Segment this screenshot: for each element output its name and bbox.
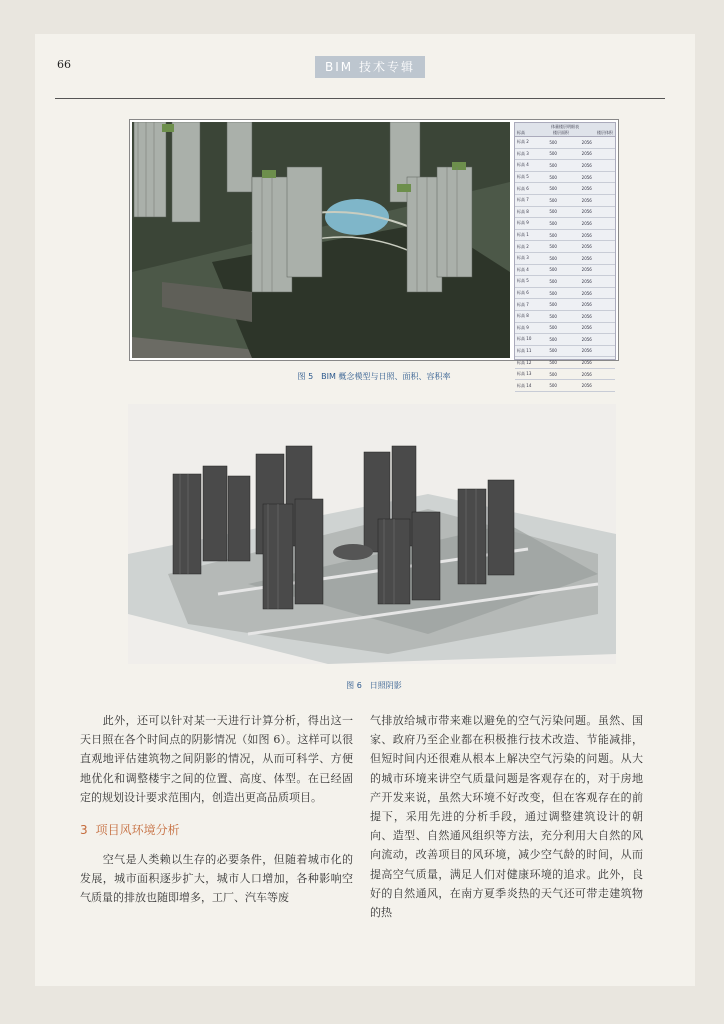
floor-schedule-cell: 2056 xyxy=(581,186,592,192)
paragraph-text: 此外，还可以针对某一天进行计算分析，得出这一天日照在各个时间点的阴影情况（如图 6）。这样可以很直观地评估建筑物之间阴影的情况，从而可科学、方便地优化和调整楼宇之间的位置、高度、体型。在已经固定的规划设计要求范围内，创造出更高品质项目。 xyxy=(80,714,353,804)
floor-schedule-cell: 2056 xyxy=(581,371,592,377)
floor-schedule-cell: 2056 xyxy=(581,232,592,238)
floor-schedule-cell: 2056 xyxy=(581,348,592,354)
floor-schedule-cell: 标高 2 xyxy=(517,139,529,145)
floor-schedule-cell: 标高 14 xyxy=(517,382,532,388)
floor-schedule-cell: 500 xyxy=(549,174,557,180)
floor-schedule-row xyxy=(515,276,615,288)
floor-schedule-cell: 标高 8 xyxy=(517,208,529,214)
floor-schedule-cell: 500 xyxy=(549,360,557,366)
floor-schedule-row xyxy=(515,299,615,311)
floor-schedule-cell: 标高 13 xyxy=(517,371,532,377)
paragraph-text: 空气是人类赖以生存的必要条件，但随着城市化的发展，城市面积逐步扩大，城市人口增加，各种影响空气质量的排放也随即增多，工厂、汽车等废 xyxy=(80,853,353,905)
floor-schedule-cell: 500 xyxy=(549,278,557,284)
floor-schedule-cell: 标高 2 xyxy=(517,243,529,249)
floor-schedule-cell: 2056 xyxy=(581,383,592,389)
floor-schedule-cell: 标高 7 xyxy=(517,301,529,307)
header-banner: BIM 技术专辑 xyxy=(315,56,425,78)
floor-schedule-title: 体量楼层明细表 xyxy=(551,124,579,129)
floor-schedule-row xyxy=(515,253,615,265)
floor-schedule-cell: 500 xyxy=(549,325,557,331)
floor-schedule-cell: 2056 xyxy=(581,209,592,215)
floor-schedule-cell: 标高 7 xyxy=(517,197,529,203)
floor-schedule-row xyxy=(515,195,615,207)
floor-schedule-cell: 2056 xyxy=(581,313,592,319)
floor-schedule-cell: 标高 3 xyxy=(517,255,529,261)
floor-schedule-cell: 2056 xyxy=(581,267,592,273)
floor-schedule-row xyxy=(515,230,615,242)
floor-schedule-cell: 2056 xyxy=(581,174,592,180)
floor-schedule-cell: 2056 xyxy=(581,302,592,308)
right-paragraph-1 xyxy=(370,711,643,922)
section-heading xyxy=(80,821,188,838)
floor-schedule-cell: 2056 xyxy=(581,360,592,366)
floor-schedule-row xyxy=(515,183,615,195)
left-paragraph-1 xyxy=(80,711,353,807)
figure-5-caption: 图 5 BIM 概念模型与日照、面积、容积率 xyxy=(297,372,451,381)
floor-schedule-cell: 500 xyxy=(549,186,557,192)
floor-schedule-row xyxy=(515,334,615,346)
floor-schedule-cell: 500 xyxy=(549,336,557,342)
column-header: 标高 xyxy=(517,130,525,135)
section-number: 3 xyxy=(80,823,88,837)
floor-schedule-cell: 2056 xyxy=(581,151,592,157)
floor-schedule-cell: 标高 5 xyxy=(517,278,529,284)
floor-schedule-row xyxy=(515,207,615,219)
page-number: 66 xyxy=(57,58,71,71)
floor-schedule-row xyxy=(515,160,615,172)
floor-schedule-cell: 标高 9 xyxy=(517,220,529,226)
floor-schedule-cell: 500 xyxy=(549,371,557,377)
floor-schedule-cell: 500 xyxy=(549,255,557,261)
floor-schedule-cell: 2056 xyxy=(581,278,592,284)
floor-schedule-cell: 2056 xyxy=(581,139,592,145)
floor-schedule-cell: 500 xyxy=(549,151,557,157)
floor-schedule-row xyxy=(515,265,615,277)
floor-schedule-cell: 标高 1 xyxy=(517,232,529,238)
floor-schedule-rows xyxy=(515,137,615,392)
floor-schedule-row xyxy=(515,380,615,392)
floor-schedule-row xyxy=(515,241,615,253)
column-header: 楼层面积 xyxy=(553,130,569,135)
floor-schedule-row xyxy=(515,137,615,149)
sun-shadow-render-graphic xyxy=(128,404,616,664)
left-paragraph-2 xyxy=(80,850,353,908)
floor-schedule-cell: 2056 xyxy=(581,255,592,261)
header-rule xyxy=(55,98,665,99)
floor-schedule-cell: 2056 xyxy=(581,220,592,226)
floor-schedule-cell: 标高 10 xyxy=(517,336,532,342)
floor-schedule-cell: 标高 12 xyxy=(517,359,532,365)
floor-schedule-cell: 2056 xyxy=(581,162,592,168)
floor-schedule-row xyxy=(515,288,615,300)
floor-schedule-row xyxy=(515,311,615,323)
floor-schedule-row xyxy=(515,369,615,381)
floor-schedule-cell: 标高 6 xyxy=(517,290,529,296)
floor-schedule-cell: 标高 8 xyxy=(517,313,529,319)
floor-schedule-row xyxy=(515,346,615,358)
floor-schedule-header xyxy=(515,123,615,137)
floor-schedule-cell: 500 xyxy=(549,302,557,308)
figure-5-model-render xyxy=(132,122,510,358)
floor-schedule-cell: 标高 4 xyxy=(517,266,529,272)
floor-schedule-cell: 500 xyxy=(549,290,557,296)
floor-schedule-cell: 标高 4 xyxy=(517,162,529,168)
floor-schedule-cell: 500 xyxy=(549,244,557,250)
floor-schedule-cell: 标高 3 xyxy=(517,150,529,156)
model-render-graphic xyxy=(132,122,510,358)
floor-schedule-cell: 标高 9 xyxy=(517,324,529,330)
floor-schedule-cell: 500 xyxy=(549,220,557,226)
floor-schedule-cell: 2056 xyxy=(581,325,592,331)
floor-schedule-row xyxy=(515,218,615,230)
floor-schedule-table xyxy=(514,122,616,389)
paragraph-text: 气排放给城市带来难以避免的空气污染问题。虽然、国家、政府乃至企业都在积极推行技术改造、节能减排，但短时间内还很难从根本上解决空气污染的问题。从大的城市环境来讲空气质量问题是客观存在的，对于房地产开发来说，虽然大环境不好改变，但在客观存在的前提下，采用先进的分析手段，通过调整建筑设计的朝向、造型、自然通风组织等方法，充分利用大自然的风向流动，改善项目的风环境，减少空气龄的时间，从而提高空气质量，满足人们对健康环境的追求。此外，良好的自然通风，在南方夏季炎热的天气还可带走建筑物的热 xyxy=(370,714,643,920)
figure-6 xyxy=(128,404,616,664)
floor-schedule-cell: 标高 5 xyxy=(517,174,529,180)
floor-schedule-cell: 500 xyxy=(549,197,557,203)
floor-schedule-cell: 500 xyxy=(549,348,557,354)
section-title: 项目风环境分析 xyxy=(95,823,180,837)
floor-schedule-cell: 500 xyxy=(549,232,557,238)
floor-schedule-row xyxy=(515,323,615,335)
floor-schedule-row xyxy=(515,149,615,161)
floor-schedule-cell: 500 xyxy=(549,313,557,319)
column-header: 楼层体积 xyxy=(597,130,613,135)
floor-schedule-cell: 500 xyxy=(549,139,557,145)
floor-schedule-row xyxy=(515,172,615,184)
floor-schedule-cell: 500 xyxy=(549,383,557,389)
floor-schedule-cell: 2056 xyxy=(581,244,592,250)
floor-schedule-cell: 500 xyxy=(549,209,557,215)
floor-schedule-cell: 2056 xyxy=(581,197,592,203)
floor-schedule-row xyxy=(515,357,615,369)
figure-6-caption: 图 6 日照阴影 xyxy=(346,681,402,690)
floor-schedule-cell: 2056 xyxy=(581,336,592,342)
floor-schedule-cell: 标高 6 xyxy=(517,185,529,191)
floor-schedule-cell: 2056 xyxy=(581,290,592,296)
floor-schedule-cell: 标高 11 xyxy=(517,347,532,353)
floor-schedule-cell: 500 xyxy=(549,267,557,273)
floor-schedule-cell: 500 xyxy=(549,162,557,168)
